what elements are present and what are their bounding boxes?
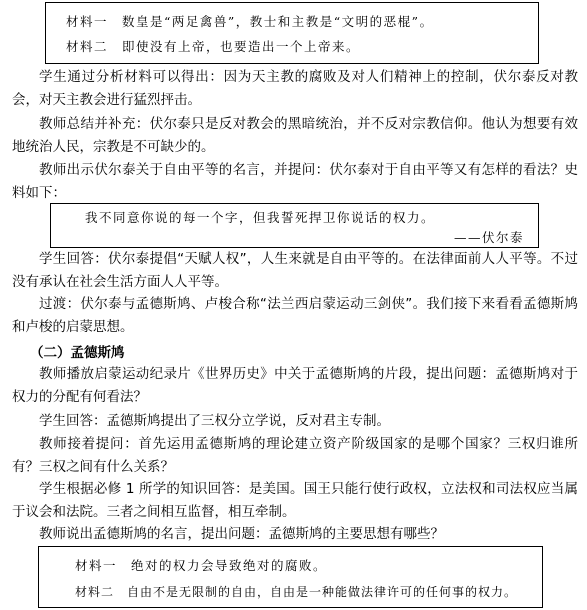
material-two-montesquieu: 材料二 自由不是无限制的自由，自由是一种能做法律许可的任何事的权力。 — [75, 585, 518, 599]
paragraph-7: 学生回答：孟德斯鸠提出了三权分立学说，反对君主专制。 — [39, 413, 390, 429]
paragraph-3: 教师出示伏尔泰关于自由平等的名言，并提问：伏尔泰对于自由平等又有怎样的看法？史料如下： — [12, 162, 578, 201]
material-one-montesquieu: 材料一 绝对的权力会导致绝对的腐败。 — [75, 558, 328, 573]
voltaire-quote-box — [50, 203, 539, 248]
voltaire-quote: 我不同意你说的每一个字，但我誓死捍卫你说话的权力。 — [85, 210, 436, 225]
paragraph-2: 教师总结并补充：伏尔泰只是反对教会的黑暗统治，并不反对宗教信仰。他认为想要有效地统治人民，宗教是不可缺少的。 — [12, 116, 578, 155]
material-one: 材料一 数皇是“两足禽兽”，教士和主教是“文明的恶棍”。 — [66, 14, 434, 29]
paragraph-8: 教师接着提问：首先运用孟德斯鸠的理论建立资产阶级国家的是哪个国家？三权归谁所有？三权之间有什么关系？ — [12, 436, 578, 475]
material-two: 材料二 即使没有上帝，也要造出一个上帝来。 — [66, 39, 361, 54]
paragraph-9: 学生根据必修 1 所学的知识回答：是美国。国王只能行使行政权，立法权和司法权应当属于议会和法院。三者之间相互监督，相互牵制。 — [12, 481, 578, 520]
paragraph-5: 过渡：伏尔泰与孟德斯鸠、卢梭合称“法兰西启蒙运动三剑侠”。我们接下来看看孟德斯鸠和卢梭的启蒙思想。 — [12, 296, 578, 335]
paragraph-6: 教师播放启蒙运动纪录片《世界历史》中关于孟德斯鸠的片段，提出问题：孟德斯鸠对于权力的分配有何看法？ — [12, 366, 578, 405]
material-box-voltaire — [45, 2, 539, 64]
material-box-montesquieu — [38, 546, 543, 608]
voltaire-author: ——伏尔泰 — [453, 230, 524, 245]
paragraph-4: 学生回答：伏尔泰提倡“天赋人权”，人生来就是自由平等的。在法律面前人人平等。不过没有承认在社会生活方面人人平等。 — [12, 251, 578, 290]
paragraph-10: 教师说出孟德斯鸠的名言，提出问题：孟德斯鸠的主要思想有哪些？ — [39, 526, 444, 542]
section-heading: （二）孟德斯鸠 — [30, 345, 125, 361]
paragraph-1: 学生通过分析材料可以得出：因为天主教的腐败及对人们精神上的控制，伏尔泰反对教会，对天主教会进行猛烈抨击。 — [12, 69, 578, 108]
